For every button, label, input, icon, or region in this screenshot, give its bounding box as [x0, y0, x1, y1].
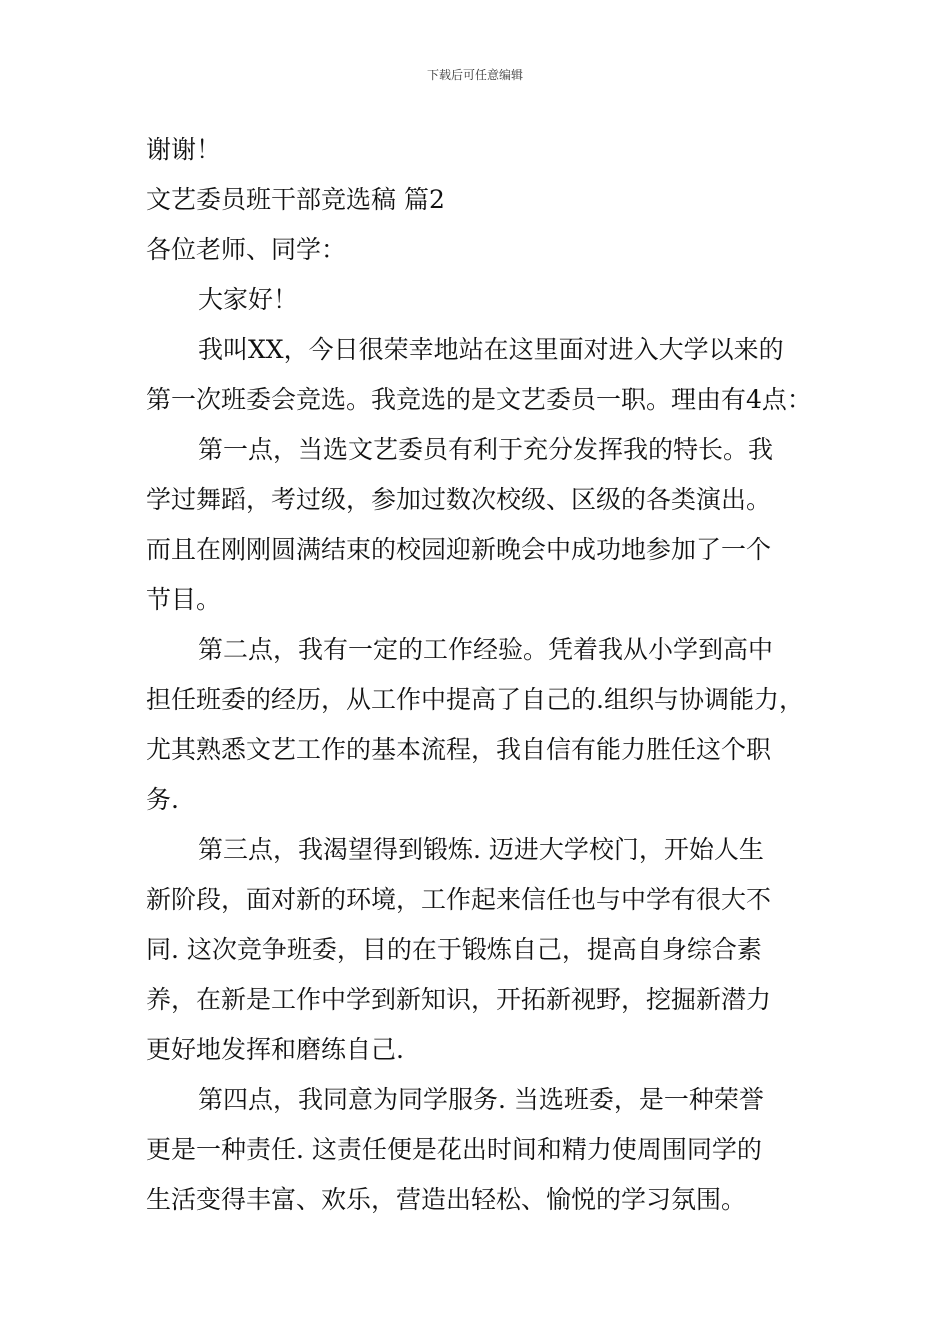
text-line: 担任班委的经历，从工作中提高了自己的.组织与协调能力，: [146, 685, 804, 714]
text-line: 生活变得丰富、欢乐，营造出轻松、愉悦的学习氛围。: [146, 1185, 747, 1214]
text-line-greeting: 大家好！: [198, 285, 299, 314]
text-line-salutation: 各位老师、同学：: [146, 235, 347, 264]
text-line: 第一点，当选文艺委员有利于充分发挥我的特长。我: [198, 435, 774, 464]
text-line: 第二点，我有一定的工作经验。凭着我从小学到高中: [198, 635, 774, 664]
text-line: 我叫XX，今日很荣幸地站在这里面对进入大学以来的: [198, 335, 784, 364]
text-line: 养，在新是工作中学到新知识，开拓新视野，挖掘新潜力: [146, 985, 772, 1014]
text-line: 学过舞蹈，考过级，参加过数次校级、区级的各类演出。: [146, 485, 772, 514]
text-line: 新阶段，面对新的环境，工作起来信任也与中学有很大不: [146, 885, 772, 914]
text-line: 第一次班委会竞选。我竞选的是文艺委员一职。理由有4点：: [146, 385, 812, 414]
text-line: 同. 这次竞争班委，目的在于锻炼自己，提高自身综合素: [146, 935, 762, 964]
text-line: 尤其熟悉文艺工作的基本流程，我自信有能力胜任这个职: [146, 735, 772, 764]
text-line: 更是一种责任. 这责任便是花出时间和精力使周围同学的: [146, 1135, 762, 1164]
text-line: 第四点，我同意为同学服务. 当选班委，是一种荣誉: [198, 1085, 764, 1114]
text-line-thanks: 谢谢！: [146, 135, 222, 164]
text-line: 更好地发挥和磨练自己.: [146, 1035, 404, 1064]
text-line: 而且在刚刚圆满结束的校园迎新晚会中成功地参加了一个: [146, 535, 772, 564]
section-title: 文艺委员班干部竞选稿 篇2: [146, 185, 445, 214]
text-line: 第三点，我渴望得到锻炼. 迈进大学校门，开始人生: [198, 835, 764, 864]
header-note: 下载后可任意编辑: [426, 68, 523, 82]
text-line: 节目。: [146, 585, 222, 614]
text-line: 务.: [146, 785, 179, 814]
